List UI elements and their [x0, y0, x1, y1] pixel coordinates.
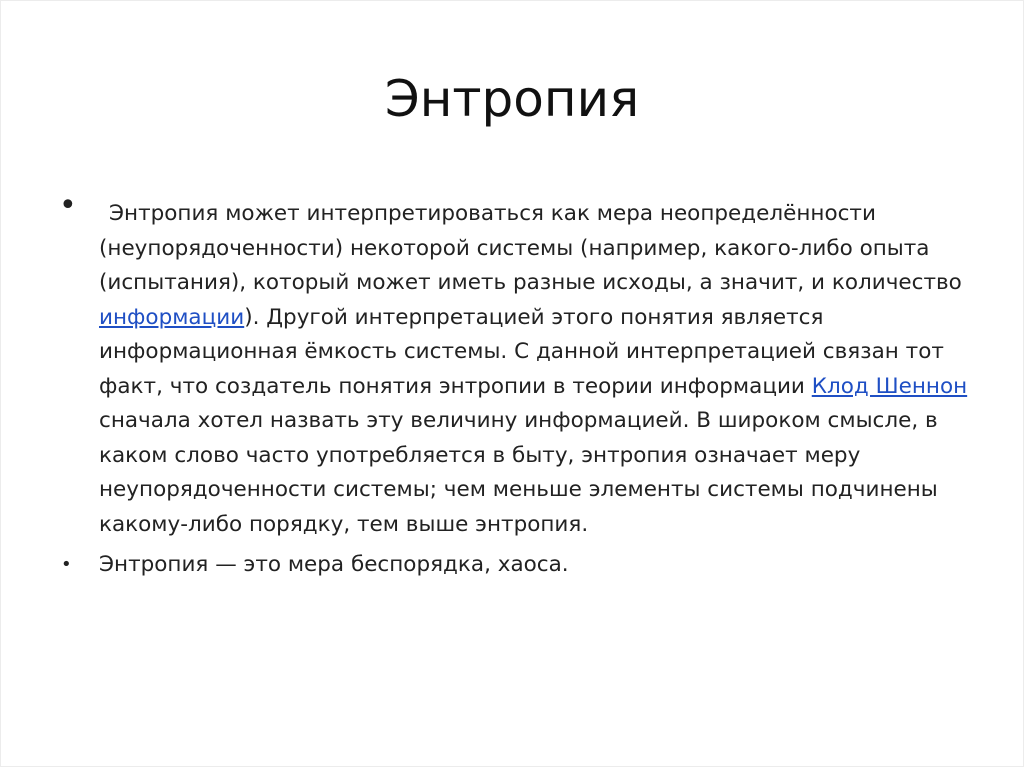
bullet-text: Энтропия может интерпретироваться как мера неопределённости (неупорядоченности) некоторой системы (например, какого-либо опыта (испытания), который может иметь разные исходы, а значит, и количество: [99, 201, 962, 295]
claude-shannon-link[interactable]: Клод Шеннон: [811, 373, 968, 399]
bullet-marker: •: [59, 188, 77, 223]
bullet-item-definition: [57, 188, 977, 542]
bullet-item-chaos: [57, 548, 977, 583]
bullet-text: ). Другой интерпретацией этого понятия является информационная ёмкость системы. С данной интерпретацией связан тот факт, что создатель понятия энтропии в теории информации: [99, 304, 944, 399]
bullet-marker: •: [61, 554, 72, 575]
slide-title: Энтропия: [384, 70, 640, 128]
bullet-list: [57, 188, 977, 583]
bullet-text: сначала хотел назвать эту величину информацией. В широком смысле, в каком слово часто употребляется в быту, энтропия означает меру неупорядоченности системы; чем меньше элементы системы подчинены какому-либо порядку, тем выше энтропия.: [99, 408, 938, 537]
bullet-text: Энтропия — это мера беспорядка, хаоса.: [99, 552, 569, 577]
information-link[interactable]: информации: [99, 304, 245, 330]
